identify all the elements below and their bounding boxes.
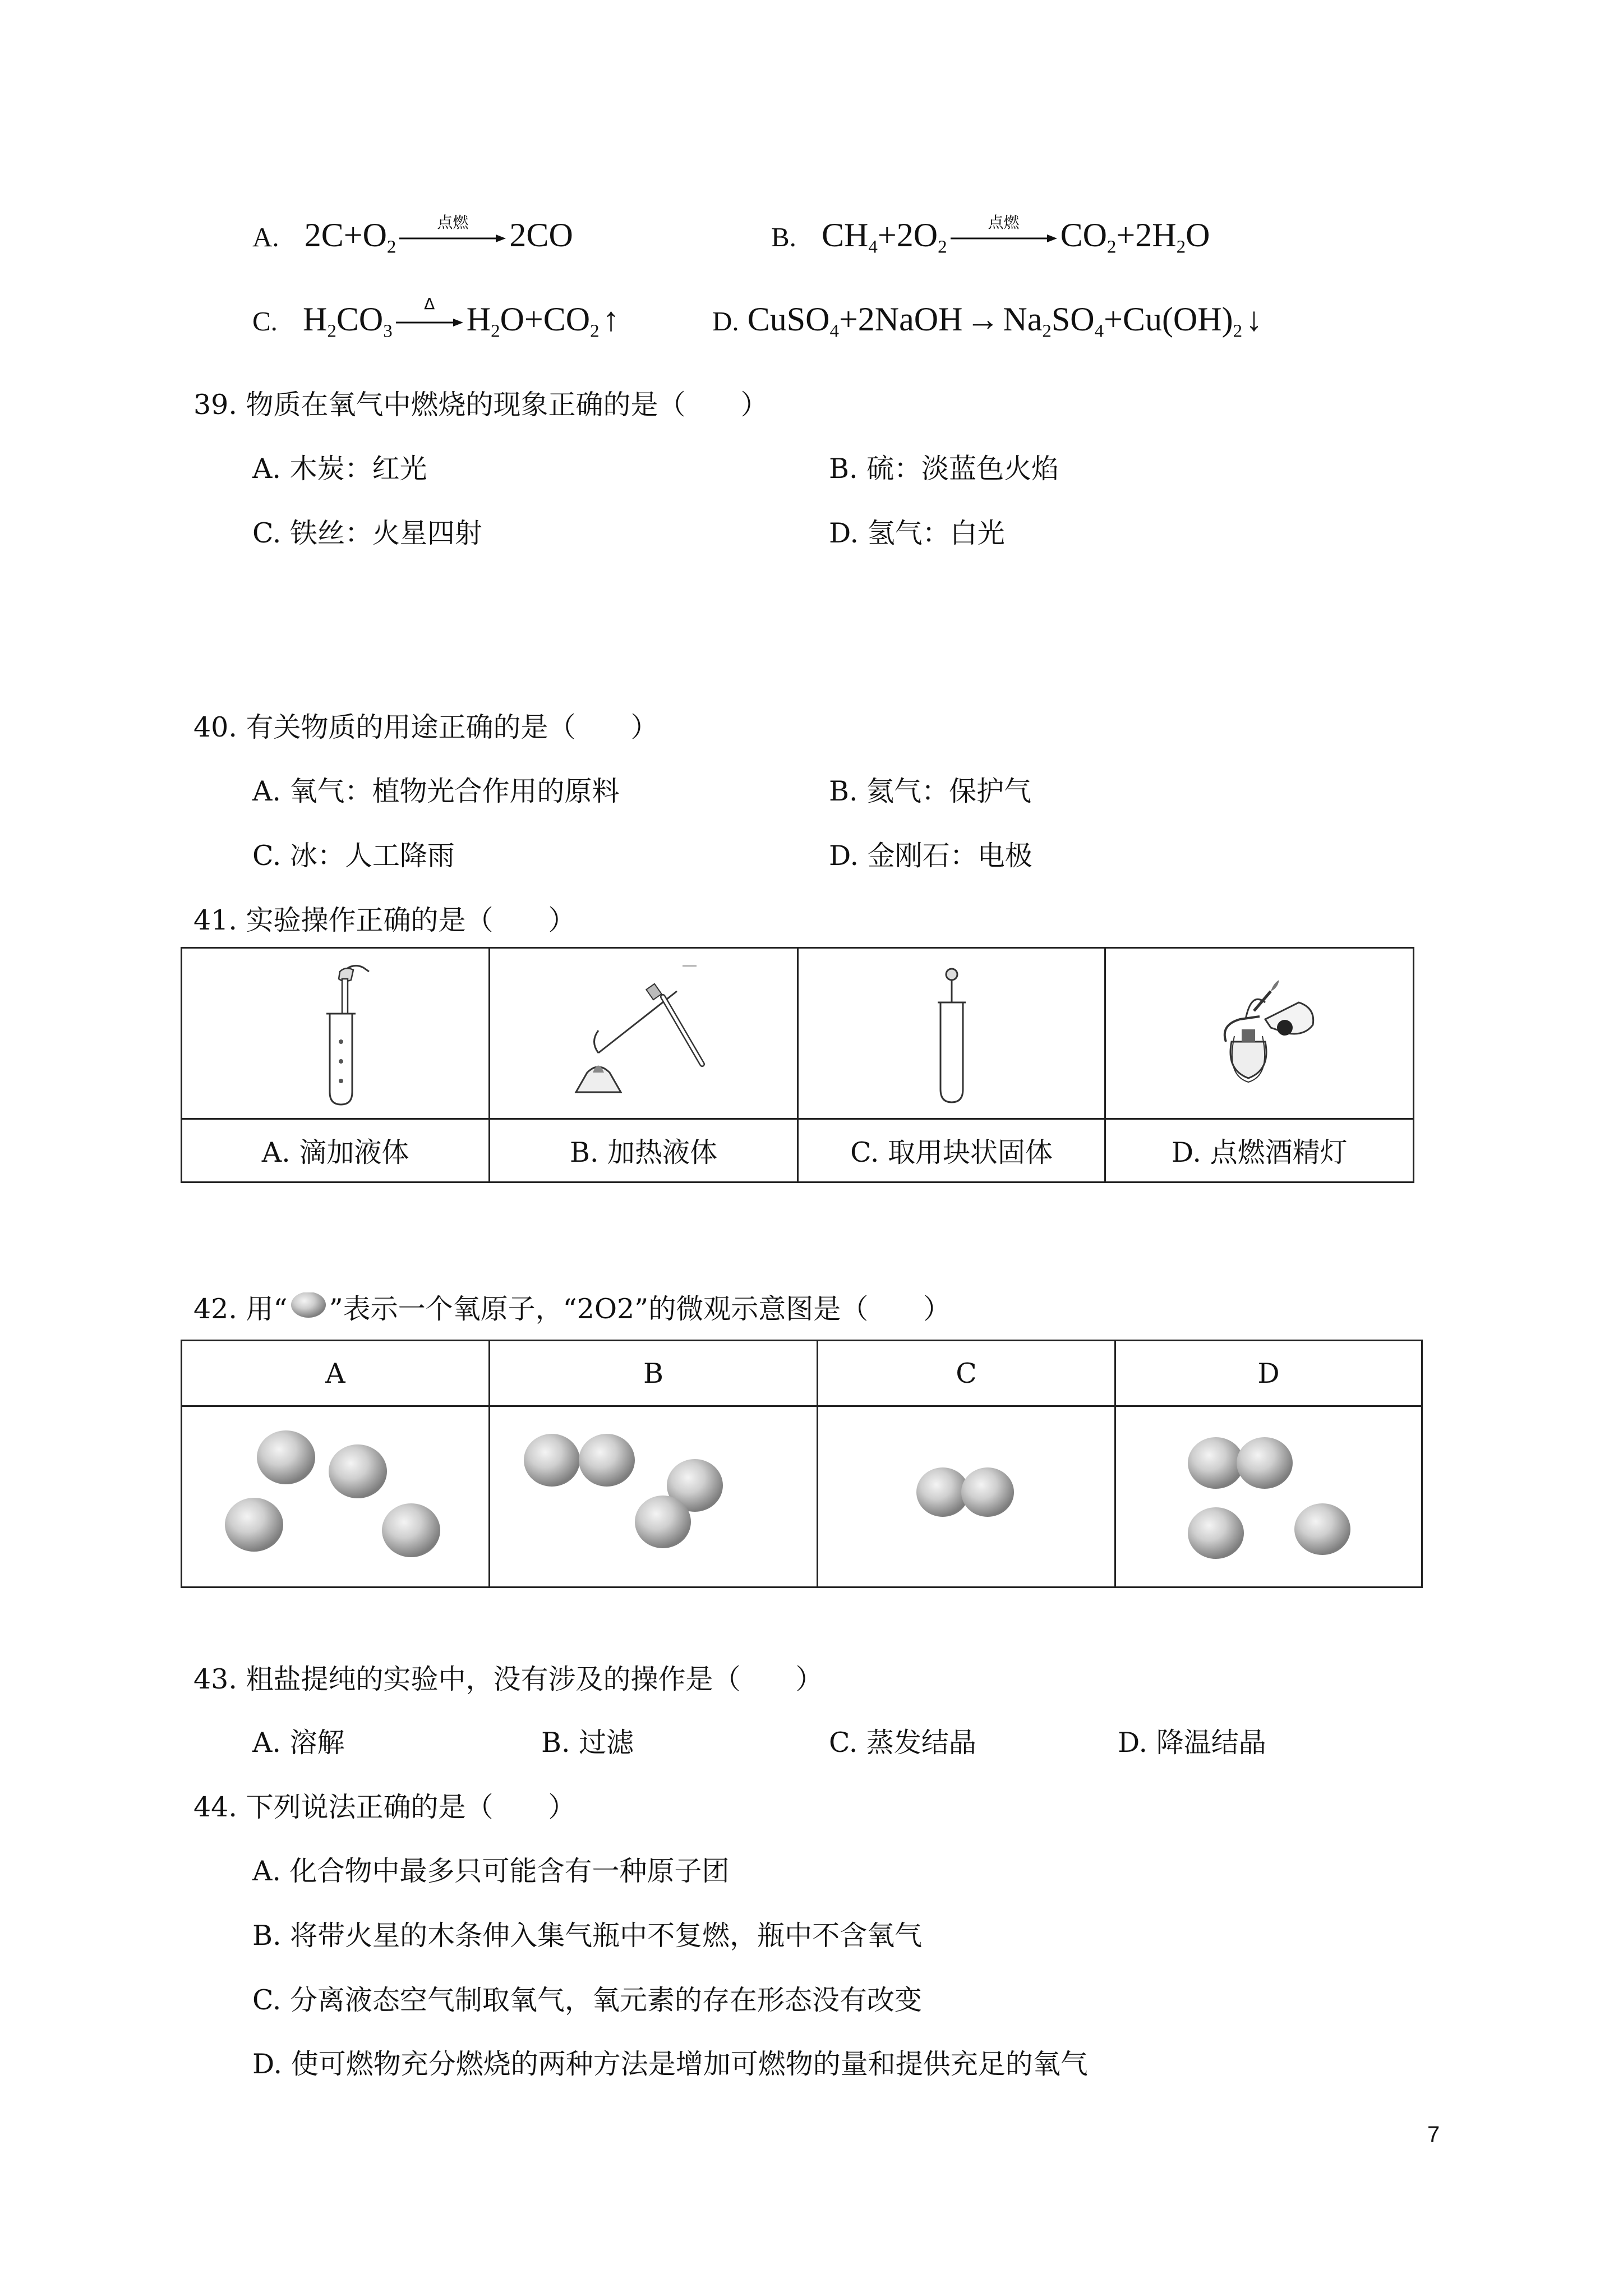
q42-stem-prefix: 42. 用“	[193, 1293, 288, 1325]
precipitate-arrow-icon: ↓	[1246, 301, 1263, 338]
q40-option-a: A. 氧气：植物光合作用的原料	[252, 775, 620, 807]
q41-option-c: C. 取用块状固体	[797, 1119, 1105, 1182]
eq-text: Na	[1003, 301, 1043, 338]
option-letter: A.	[252, 222, 279, 252]
q42-stem-suffix: ”表示一个氧原子，“2O2”的微观示意图是（ ）	[329, 1293, 951, 1325]
eq-text: +2O	[877, 217, 938, 254]
q43-option-d: D. 降温结晶	[1118, 1727, 1266, 1759]
q42-header-a: A	[182, 1341, 490, 1406]
q43-stem: 43. 粗盐提纯的实验中，没有涉及的操作是（ ）	[193, 1663, 823, 1695]
eq-text: CH	[822, 217, 869, 254]
eq-text: O	[1186, 217, 1210, 254]
q40-stem: 40. 有关物质的用途正确的是（ ）	[193, 711, 658, 743]
q42-header-c: C	[818, 1341, 1115, 1406]
option-letter: B.	[771, 222, 796, 252]
q42-option-c-diagram	[818, 1406, 1115, 1588]
q41-cell-c-image	[797, 948, 1105, 1119]
q43-option-c: C. 蒸发结晶	[829, 1727, 976, 1759]
eq-sub: 4	[829, 321, 839, 342]
atoms-diagram-c	[818, 1407, 1114, 1580]
q41-cell-b-image	[490, 948, 798, 1119]
q44-option-b: B. 将带火星的木条伸入集气瓶中不复燃，瓶中不含氧气	[252, 1920, 923, 1952]
eq-text: CO	[1060, 217, 1107, 254]
q41-cell-d-image	[1105, 948, 1414, 1119]
q42-table	[181, 1340, 1423, 1588]
q39-option-d: D. 氢气：白光	[829, 517, 1005, 549]
reaction-condition: 点燃	[988, 213, 1020, 232]
page-number: 7	[1427, 2122, 1440, 2147]
option-letter: C.	[252, 306, 278, 337]
test-tube-solid-icon	[799, 958, 1105, 1109]
eq-sub: 2	[1176, 237, 1186, 257]
lighting-alcohol-lamp-icon	[1106, 958, 1413, 1109]
q41-option-a: A. 滴加液体	[182, 1119, 490, 1182]
eq-text: O+CO	[500, 301, 591, 338]
equation-d	[747, 301, 1263, 342]
eq-sub: 2	[590, 321, 600, 342]
eq-text: +2NaOH	[838, 301, 963, 338]
equation-a	[304, 213, 573, 257]
eq-sub: 2	[1233, 321, 1243, 342]
q43-option-a: A. 溶解	[252, 1727, 345, 1759]
atoms-diagram-d	[1116, 1407, 1421, 1580]
eq-sub: 3	[383, 321, 393, 342]
q41-option-b: B. 加热液体	[490, 1119, 798, 1182]
reaction-arrow	[399, 213, 506, 244]
eq-text: +2H	[1116, 217, 1177, 254]
q41-table	[181, 947, 1414, 1183]
option-letter: D.	[712, 306, 739, 337]
reaction-condition: Δ	[424, 295, 435, 314]
q38-option-c	[252, 295, 620, 342]
reaction-arrow: →	[966, 301, 1000, 338]
q44-option-d: D. 使可燃物充分燃烧的两种方法是增加可燃物的量和提供充足的氧气	[252, 2048, 1088, 2080]
atoms-diagram-b	[490, 1407, 817, 1580]
eq-text: 2C+O	[304, 217, 387, 254]
q38-option-d	[712, 300, 1262, 342]
q43-option-b: B. 过滤	[541, 1727, 634, 1759]
q42-header-d: D	[1115, 1341, 1422, 1406]
q40-option-b: B. 氦气：保护气	[829, 775, 1032, 807]
equation-b	[822, 213, 1210, 257]
reaction-arrow	[396, 295, 463, 328]
q44-option-c: C. 分离液态空气制取氧气，氧元素的存在形态没有改变	[252, 1984, 922, 2016]
eq-text: 2CO	[509, 217, 573, 254]
q42-option-a-diagram	[182, 1406, 490, 1588]
reaction-condition: 点燃	[437, 213, 469, 232]
dropper-test-tube-icon	[182, 958, 488, 1109]
oxygen-atom-icon	[288, 1292, 329, 1326]
q41-option-d: D. 点燃酒精灯	[1105, 1119, 1414, 1182]
q39-option-b: B. 硫：淡蓝色火焰	[829, 453, 1059, 485]
eq-text: H	[466, 301, 491, 338]
gas-arrow-icon: ↑	[602, 301, 620, 338]
q40-option-d: D. 金刚石：电极	[829, 840, 1032, 872]
q44-option-a: A. 化合物中最多只可能含有一种原子团	[252, 1855, 730, 1887]
eq-sub: 2	[938, 237, 947, 257]
equation-c	[303, 295, 620, 342]
eq-text: H	[303, 301, 328, 338]
reaction-arrow	[951, 213, 1057, 244]
eq-text: CO	[336, 301, 384, 338]
eq-text: CuSO	[747, 301, 830, 338]
q44-stem: 44. 下列说法正确的是（ ）	[193, 1791, 576, 1823]
atoms-diagram-a	[182, 1407, 488, 1580]
eq-sub: 2	[491, 321, 500, 342]
q39-option-a: A. 木炭：红光	[252, 453, 427, 485]
q38-option-b	[771, 213, 1210, 258]
eq-sub: 2	[1042, 321, 1052, 342]
heating-test-tube-icon	[490, 958, 797, 1109]
eq-sub: 2	[327, 321, 336, 342]
q42-header-b: B	[490, 1341, 818, 1406]
q42-option-d-diagram	[1115, 1406, 1422, 1588]
q42-option-b-diagram	[490, 1406, 818, 1588]
q39-option-c: C. 铁丝：火星四射	[252, 517, 482, 549]
eq-text: SO	[1051, 301, 1095, 338]
q41-stem: 41. 实验操作正确的是（ ）	[193, 904, 576, 936]
q39-stem: 39. 物质在氧气中燃烧的现象正确的是（ ）	[193, 389, 768, 421]
eq-text: +Cu(OH)	[1104, 301, 1233, 338]
q41-cell-a-image	[182, 948, 490, 1119]
q40-option-c: C. 冰：人工降雨	[252, 840, 455, 872]
q42-stem	[193, 1287, 951, 1327]
eq-sub: 2	[1106, 237, 1117, 257]
eq-sub: 2	[386, 237, 396, 257]
eq-sub: 4	[868, 237, 878, 257]
eq-sub: 4	[1094, 321, 1104, 342]
q38-option-a	[252, 213, 573, 258]
